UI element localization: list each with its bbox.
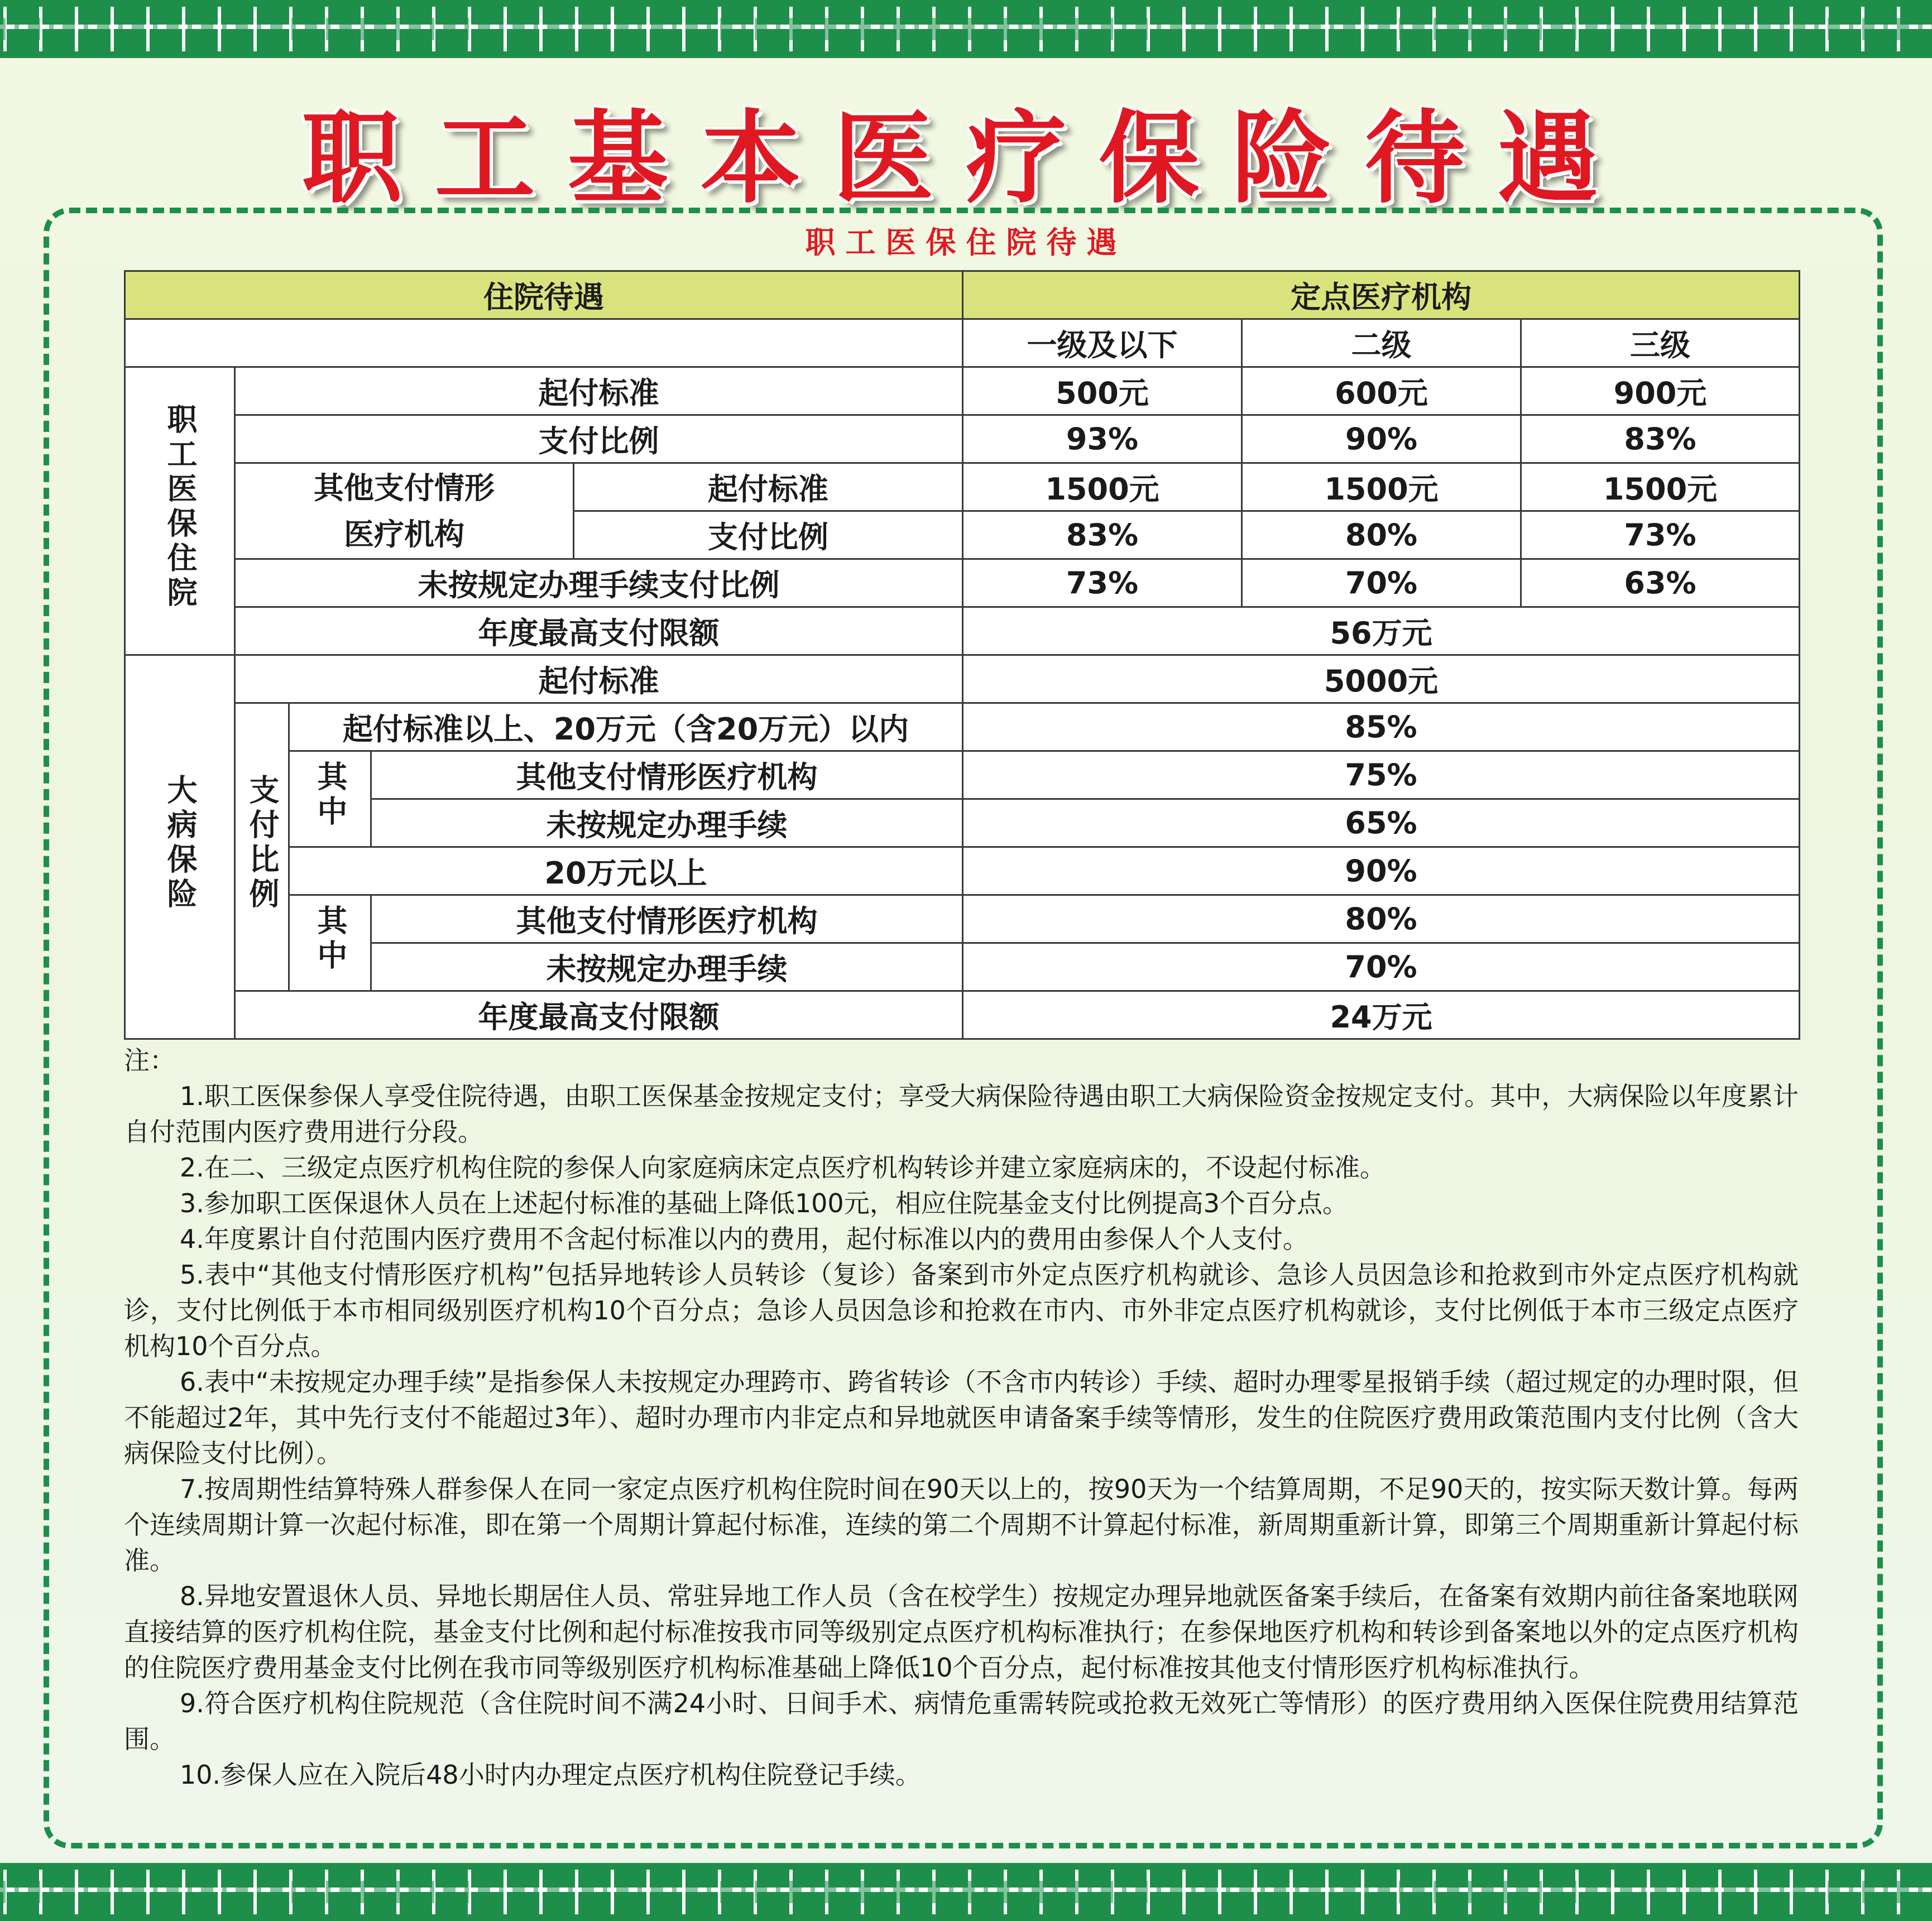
table-row (125, 559, 1800, 607)
range1-unreg-label: 未按规定办理手续 (371, 799, 963, 847)
range2-other-value: 80% (963, 895, 1800, 943)
level-1: 一级及以下 (963, 319, 1242, 367)
table-row (125, 367, 1800, 415)
level-row-blank (125, 319, 963, 367)
ratio-level-2: 90% (1242, 415, 1521, 463)
note-item: 1.职工医保参保人享受住院待遇，由职工医保基金按规定支付；享受大病保险待遇由职工大病保险资金按规定支付。其中，大病保险以年度累计自付范围内医疗费用进行分段。 (124, 1081, 1799, 1147)
among-cell (289, 751, 371, 847)
top-decorative-border (0, 0, 1932, 58)
notes-section (124, 1043, 1799, 1793)
table-row (125, 463, 1800, 511)
bottom-decorative-border (0, 1863, 1932, 1921)
other-ratio-label: 支付比例 (574, 511, 963, 559)
table-row (125, 607, 1800, 655)
note-item: 4.年度累计自付范围内医疗费用不含起付标准以内的费用，起付标准以内的费用由参保人个人支付。 (180, 1224, 1308, 1254)
other-ratio-level-2: 80% (1242, 511, 1521, 559)
note-item: 2.在二、三级定点医疗机构住院的参保人向家庭病床定点医疗机构转诊并建立家庭病床的，不设起付标准。 (180, 1152, 1386, 1183)
table-row (125, 799, 1800, 847)
table-row (125, 895, 1800, 943)
range2-label: 20万元以上 (289, 847, 963, 895)
serious-deductible-label: 起付标准 (235, 655, 963, 703)
range1-other-label: 其他支付情形医疗机构 (371, 751, 963, 799)
deductible-level-3: 900元 (1521, 367, 1800, 415)
range1-value: 85% (963, 703, 1800, 751)
section-label-cell (125, 367, 235, 655)
table-row (125, 751, 1800, 799)
note-item: 8.异地安置退休人员、异地长期居住人员、常驻异地工作人员（含在校学生）按规定办理异地就医备案手续后，在备案有效期内前往备案地联网直接结算的医疗机构住院，基金支付比例和起付标准按我市同等级别定点医疗机构标准执行；在参保地医疗机构和转诊到备案地以外的定点医疗机构的住院医疗费用基金支付比例在我市同等级别医疗机构标准基础上降低10个百分点，起付标准按其他支付情形医疗机构标准执行。 (124, 1581, 1799, 1683)
ratio-label: 支付比例 (235, 415, 963, 463)
other-label-line2: 医疗机构 (344, 516, 464, 552)
annual-max-label: 年度最高支付限额 (235, 607, 963, 655)
serious-deductible-value: 5000元 (963, 655, 1800, 703)
table-row (125, 991, 1800, 1039)
note-item: 3.参加职工医保退休人员在上述起付标准的基础上降低100元，相应住院基金支付比例提高3个百分点。 (180, 1188, 1348, 1218)
note-item: 7.按周期性结算特殊人群参保人在同一家定点医疗机构住院时间在90天以上的，按90天为一个结算周期，不足90天的，按实际天数计算。每两个连续周期计算一次起付标准，即在第一个周期计算起付标准，连续的第二个周期不计算起付标准，新周期重新计算，即第三个周期重新计算起付标准。 (124, 1474, 1799, 1576)
level-row (125, 319, 1800, 367)
range1-label: 起付标准以上、20万元（含20万元）以内 (289, 703, 963, 751)
table-row (125, 655, 1800, 703)
unregistered-label: 未按规定办理手续支付比例 (235, 559, 963, 607)
notes-label: 注： (124, 1045, 175, 1075)
section-employee-inpatient-label: 职工医保住院 (162, 404, 198, 611)
range1-unreg-value: 65% (963, 799, 1800, 847)
other-deductible-level-1: 1500元 (963, 463, 1242, 511)
pay-ratio-label: 支付比例 (245, 774, 280, 913)
range2-unreg-label: 未按规定办理手续 (371, 943, 963, 991)
serious-annual-max-value: 24万元 (963, 991, 1800, 1039)
other-deductible-level-2: 1500元 (1242, 463, 1521, 511)
section-serious-illness-label: 大病保险 (162, 774, 198, 913)
range2-other-label: 其他支付情形医疗机构 (371, 895, 963, 943)
ratio-level-1: 93% (963, 415, 1242, 463)
range1-other-value: 75% (963, 751, 1800, 799)
deductible-level-2: 600元 (1242, 367, 1521, 415)
level-2: 二级 (1242, 319, 1521, 367)
among-cell (289, 895, 371, 991)
table-row (125, 703, 1800, 751)
serious-annual-max-label: 年度最高支付限额 (235, 991, 963, 1039)
level-3: 三级 (1521, 319, 1800, 367)
unregistered-level-1: 73% (963, 559, 1242, 607)
page-title: 职工基本医疗保险待遇 (301, 100, 1631, 217)
other-label-line1: 其他支付情形 (314, 470, 495, 506)
other-ratio-level-1: 83% (963, 511, 1242, 559)
annual-max-value: 56万元 (963, 607, 1800, 655)
deductible-label: 起付标准 (235, 367, 963, 415)
section-subtitle: 职工医保住院待遇 (805, 225, 1127, 260)
benefits-table (124, 270, 1800, 1040)
other-ratio-level-3: 73% (1521, 511, 1800, 559)
other-deductible-level-3: 1500元 (1521, 463, 1800, 511)
table-row (125, 415, 1800, 463)
unregistered-level-2: 70% (1242, 559, 1521, 607)
other-institution-label (235, 463, 574, 559)
range2-value: 90% (963, 847, 1800, 895)
table-row (125, 847, 1800, 895)
table-row (125, 943, 1800, 991)
note-item: 5.表中“其他支付情形医疗机构”包括异地转诊人员转诊（复诊）备案到市外定点医疗机构就诊、急诊人员因急诊和抢救到市外定点医疗机构就诊，支付比例低于本市相同级别医疗机构10个百分点；急诊人员因急诊和抢救在市内、市外非定点医疗机构就诊，支付比例低于本市三级定点医疗机构10个百分点。 (124, 1260, 1799, 1361)
ratio-level-3: 83% (1521, 415, 1800, 463)
range2-unreg-value: 70% (963, 943, 1800, 991)
deductible-level-1: 500元 (963, 367, 1242, 415)
other-deductible-label: 起付标准 (574, 463, 963, 511)
note-item: 6.表中“未按规定办理手续”是指参保人未按规定办理跨市、跨省转诊（不含市内转诊）手续、超时办理零星报销手续（超过规定的办理时限，但不能超过2年，其中先行支付不能超过3年）、超时办理市内非定点和异地就医申请备案手续等情形，发生的住院医疗费用政策范围内支付比例（含大病保险支付比例）。 (124, 1367, 1799, 1468)
header-benefit: 住院待遇 (125, 271, 963, 319)
header-institution: 定点医疗机构 (963, 271, 1800, 319)
among-label: 其中 (313, 761, 348, 830)
note-item: 9.符合医疗机构住院规范（含住院时间不满24小时、日间手术、病情危重需转院或抢救无效死亡等情形）的医疗费用纳入医保住院费用结算范围。 (124, 1688, 1799, 1754)
unregistered-level-3: 63% (1521, 559, 1800, 607)
among-label: 其中 (313, 905, 348, 974)
pay-ratio-cell (235, 703, 289, 991)
section-label-cell (125, 655, 235, 1039)
table-header-row (125, 271, 1800, 319)
note-item: 10.参保人应在入院后48小时内办理定点医疗机构住院登记手续。 (180, 1760, 921, 1790)
